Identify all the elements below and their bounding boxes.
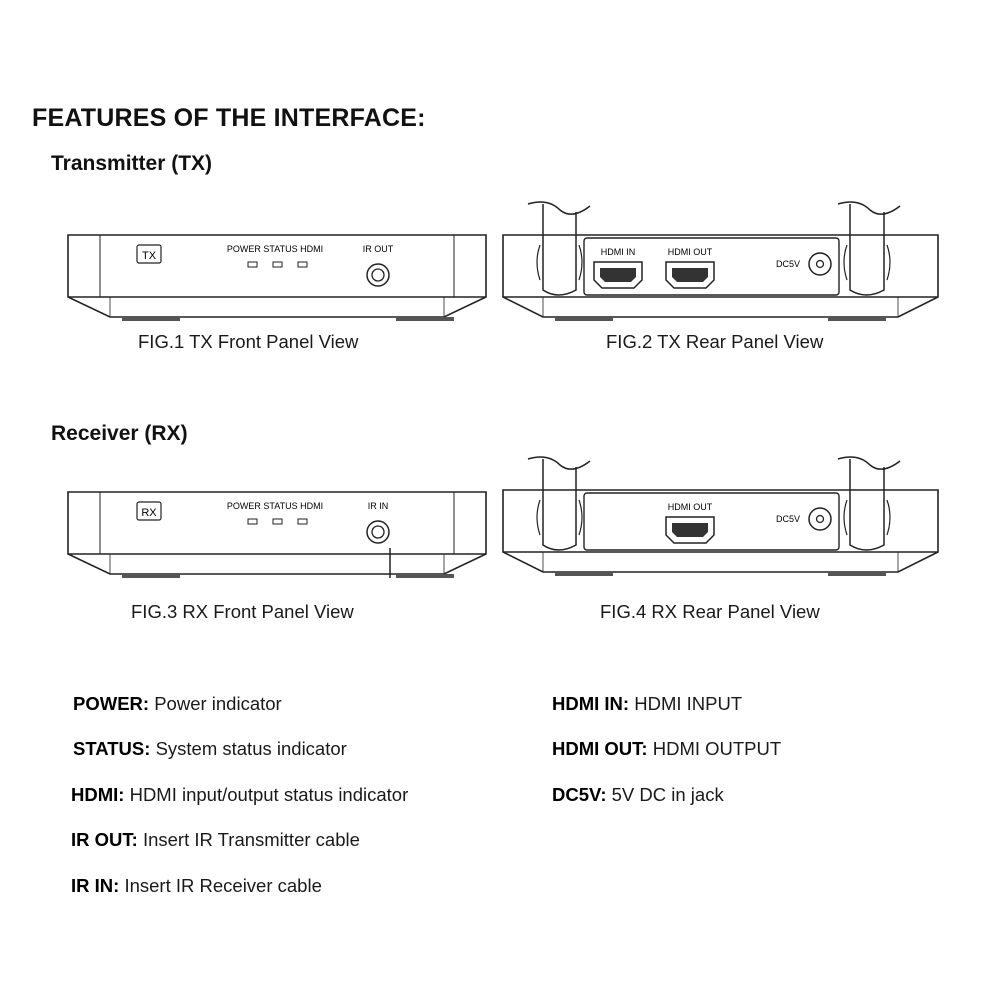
dc5v-label: DC5V [775, 259, 801, 269]
rx-rear-panel-diagram [500, 445, 950, 585]
fig3-caption: FIG.3 RX Front Panel View [131, 601, 354, 622]
svg-text:RX: RX [141, 507, 157, 519]
fig4-caption: FIG.4 RX Rear Panel View [600, 601, 820, 622]
tx-front-panel-diagram [60, 225, 500, 325]
antenna-right-icon [838, 202, 900, 295]
hdmi-in-label: HDMI IN [600, 247, 636, 257]
legend-desc: Power indicator [154, 693, 282, 714]
tx-front-foot-right [396, 317, 454, 321]
rx-section-heading: Receiver (RX) [51, 422, 188, 445]
power-led-icon [248, 262, 257, 267]
hdmi-out-label: HDMI OUT [667, 502, 713, 512]
antenna-left-icon [528, 202, 590, 295]
tx-front-foot-left [122, 317, 180, 321]
legend-item-dc5v [552, 784, 724, 806]
legend-item-power [73, 693, 282, 715]
power-led-icon [248, 519, 257, 524]
legend-term: HDMI OUT: [552, 738, 648, 759]
legend-desc: System status indicator [155, 738, 347, 759]
status-led-icon [273, 519, 282, 524]
legend-desc: 5V DC in jack [611, 784, 724, 805]
legend-item-hdmi [71, 784, 408, 806]
hdmi-led-icon [298, 262, 307, 267]
legend-term: POWER: [73, 693, 150, 714]
legend-desc: Insert IR Transmitter cable [142, 829, 360, 850]
legend-desc: HDMI OUTPUT [652, 738, 782, 759]
legend-term: HDMI: [71, 784, 125, 805]
fig1-caption: FIG.1 TX Front Panel View [138, 331, 359, 352]
dc5v-label: DC5V [775, 514, 801, 524]
page-title: FEATURES OF THE INTERFACE: [32, 104, 426, 132]
antenna-left-icon [528, 457, 590, 550]
rx-badge [137, 502, 161, 520]
hdmi-led-icon [298, 519, 307, 524]
ir-out-jack-icon [367, 264, 389, 286]
hdmi-out-label: HDMI OUT [667, 247, 713, 257]
legend-term: IR OUT: [71, 829, 138, 850]
svg-text:TX: TX [141, 250, 157, 262]
rx-front-panel-diagram [60, 482, 500, 582]
ir-in-jack-icon [367, 521, 389, 543]
legend-item-status [73, 738, 347, 760]
legend-item-ir-in [71, 875, 322, 897]
legend-item-hdmi-in [552, 693, 742, 715]
legend-term: DC5V: [552, 784, 607, 805]
legend-term: STATUS: [73, 738, 151, 759]
legend-item-hdmi-out [552, 738, 781, 760]
legend-term: HDMI IN: [552, 693, 630, 714]
legend-desc: HDMI input/output status indicator [129, 784, 409, 805]
tx-section-heading: Transmitter (TX) [51, 152, 213, 175]
tx-led-label: POWER STATUS HDMI [226, 244, 324, 254]
legend-term: IR IN: [71, 875, 120, 896]
legend-item-ir-out [71, 829, 360, 851]
tx-badge [137, 245, 161, 263]
ir-out-label: IR OUT [362, 244, 394, 254]
legend-desc: Insert IR Receiver cable [124, 875, 322, 896]
status-led-icon [273, 262, 282, 267]
rx-led-label: POWER STATUS HDMI [226, 501, 324, 511]
fig2-caption: FIG.2 TX Rear Panel View [606, 331, 824, 352]
tx-rear-panel-diagram [500, 190, 950, 330]
antenna-right-icon [838, 457, 900, 550]
legend-desc: HDMI INPUT [634, 693, 743, 714]
ir-in-label: IR IN [367, 501, 389, 511]
